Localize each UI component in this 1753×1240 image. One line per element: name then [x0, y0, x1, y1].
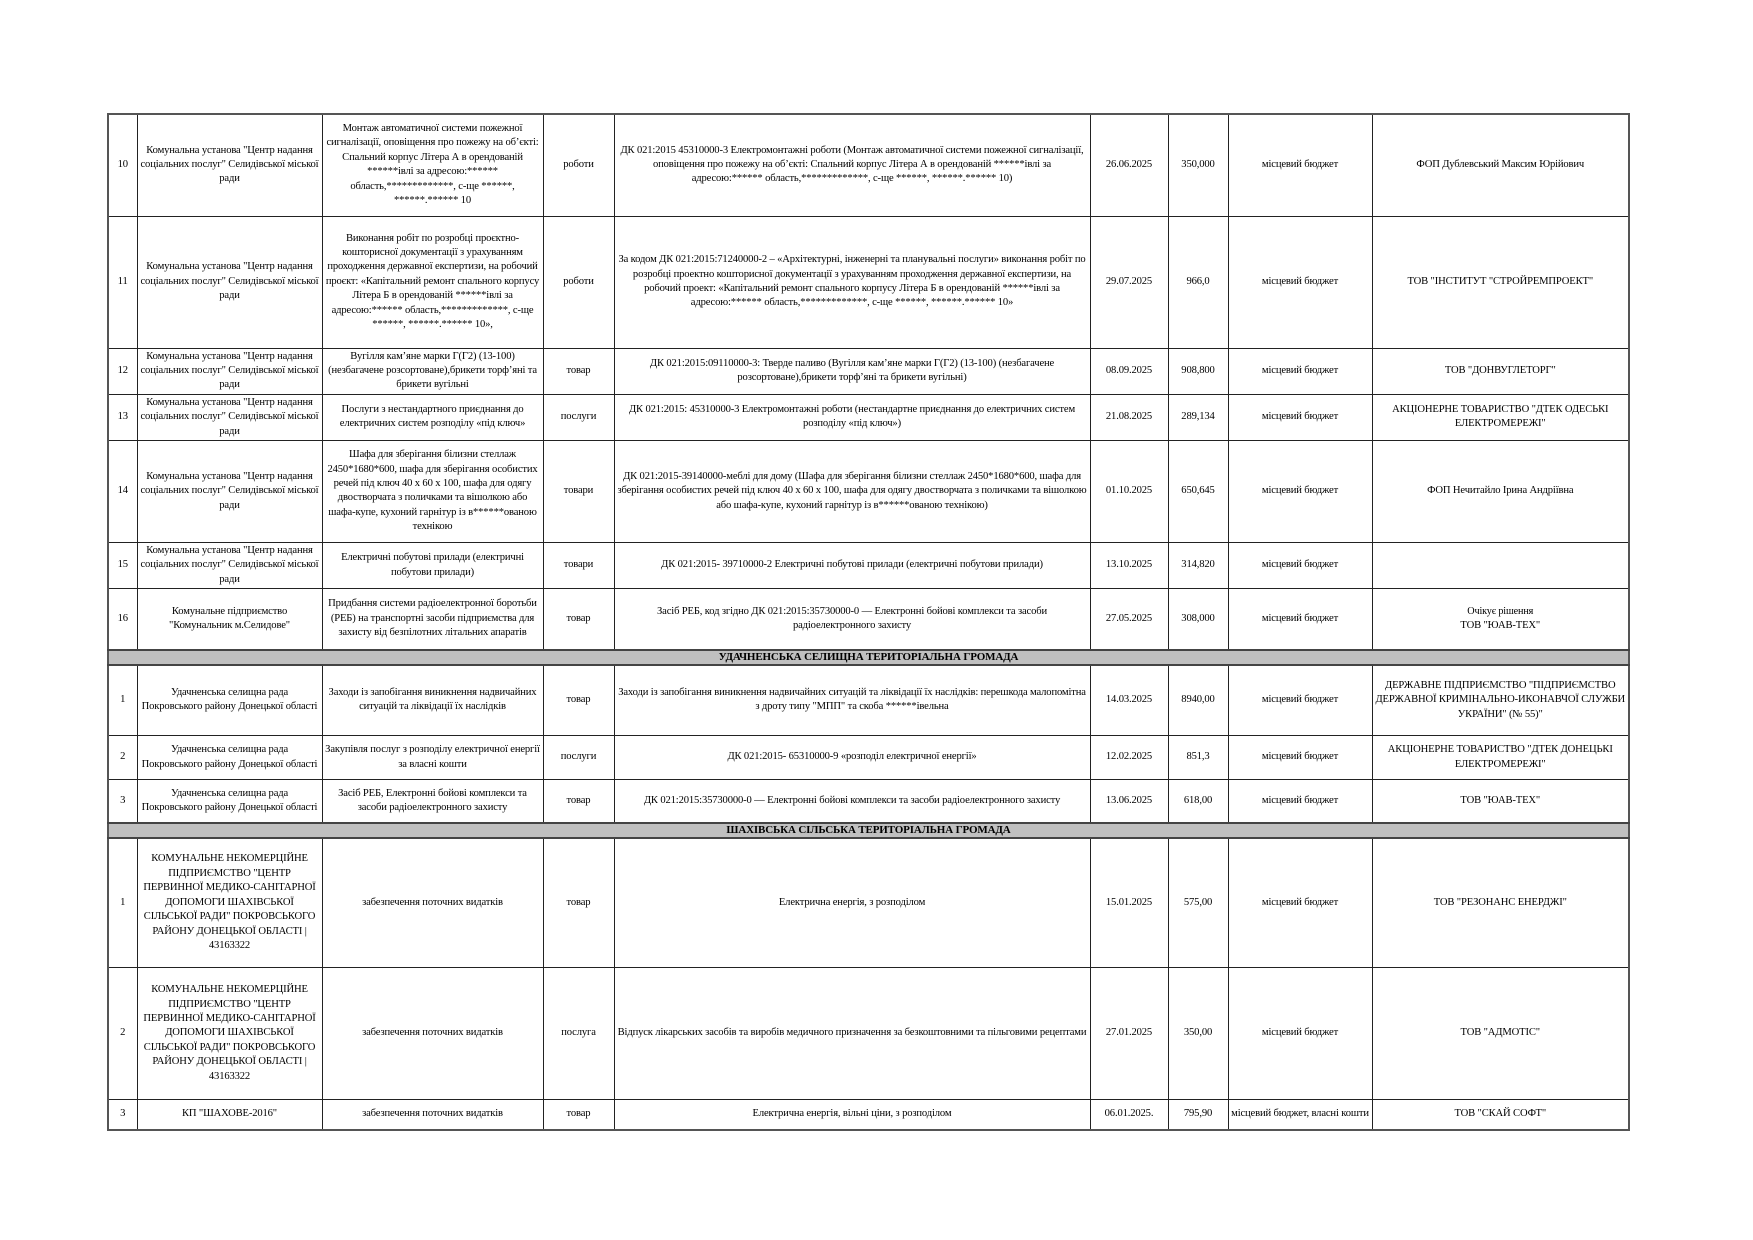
row-number: 1 — [108, 838, 137, 968]
procurement-subject: Монтаж автоматичної системи пожежної сигналізації, оповіщення про пожежу на об’єкті: Спальний корпус Літера А в орендованій ******івлі за адресою:****** область,*************, с-ще ******, ******.****** 10 — [322, 114, 543, 216]
supplier: ФОП Дублевський Максим Юрійович — [1372, 114, 1629, 216]
procurement-subject: Шафа для зберігання білизни стеллаж 2450*1680*600, шафа для зберігання особистих речей під ключ 40 х 60 х 100, шафа для одягу двостворчата з поличками та вішолкою або шафа-купе, кухоний гарнітур із в******ованою технікою — [322, 440, 543, 542]
dk-code-description: ДК 021:2015: 45310000-3 Електромонтажні роботи (нестандартне приєднання до електричних систем розподілу «під ключ») — [614, 394, 1090, 440]
supplier: ДЕРЖАВНЕ ПІДПРИЄМСТВО "ПІДПРИЄМСТВО ДЕРЖАВНОЇ КРИМІНАЛЬНО-ИКОНАВЧОЇ СЛУЖБИ УКРАЇНИ" (№ 55)" — [1372, 665, 1629, 736]
customer-org: Комунальна установа "Центр надання соціальних послуг" Селидівської міської ради — [137, 216, 322, 348]
dk-code-description: Відпуск лікарських засобів та виробів медичного призначення за безкоштовними та пільговими рецептами — [614, 968, 1090, 1100]
contract-date: 06.01.2025. — [1090, 1100, 1168, 1130]
procurement-type: роботи — [543, 216, 614, 348]
table-row — [108, 1100, 1629, 1130]
contract-amount: 618,00 — [1168, 780, 1228, 823]
contract-date: 13.10.2025 — [1090, 542, 1168, 588]
funding-source: місцевий бюджет — [1228, 542, 1372, 588]
procurement-subject: забезпечення поточних видатків — [322, 968, 543, 1100]
dk-code-description: Засіб РЕБ, код згідно ДК 021:2015:35730000-0 — Електронні бойові комплекси та засоби радіоелектронного захисту — [614, 589, 1090, 650]
contract-amount: 650,645 — [1168, 440, 1228, 542]
funding-source: місцевий бюджет — [1228, 589, 1372, 650]
contract-date: 01.10.2025 — [1090, 440, 1168, 542]
supplier: ТОВ "СКАЙ СОФТ" — [1372, 1100, 1629, 1130]
contract-date: 29.07.2025 — [1090, 216, 1168, 348]
customer-org: Комунальна установа "Центр надання соціальних послуг" Селидівської міської ради — [137, 440, 322, 542]
procurement-type: послуги — [543, 394, 614, 440]
table-row — [108, 780, 1629, 823]
customer-org: Комунальне підприємство "Комунальник м.Селидове" — [137, 589, 322, 650]
funding-source: місцевий бюджет — [1228, 665, 1372, 736]
procurement-subject: Послуги з нестандартного приєднання до електричних систем розподілу «під ключ» — [322, 394, 543, 440]
supplier: ТОВ "ДОНВУГЛЕТОРГ" — [1372, 348, 1629, 394]
dk-code-description: Електрична енергія, з розподілом — [614, 838, 1090, 968]
contract-amount: 350,000 — [1168, 114, 1228, 216]
dk-code-description: ДК 021:2015:35730000-0 — Електронні бойові комплекси та засоби радіоелектронного захисту — [614, 780, 1090, 823]
dk-code-description: ДК 021:2015:09110000-3: Тверде паливо (Вугілля кам’яне марки Г(Г2) (13-100) (незбагачене розсортоване),брикети торф’яні та брикети вугільні) — [614, 348, 1090, 394]
funding-source: місцевий бюджет — [1228, 838, 1372, 968]
procurement-type: товари — [543, 440, 614, 542]
contract-date: 08.09.2025 — [1090, 348, 1168, 394]
contract-amount: 308,000 — [1168, 589, 1228, 650]
table-row — [108, 114, 1629, 216]
contract-amount: 575,00 — [1168, 838, 1228, 968]
procurement-type: товар — [543, 780, 614, 823]
contract-amount: 314,820 — [1168, 542, 1228, 588]
contract-date: 13.06.2025 — [1090, 780, 1168, 823]
procurement-subject: Вугілля кам’яне марки Г(Г2) (13-100) (незбагачене розсортоване),брикети торф’яні та брикети вугільні — [322, 348, 543, 394]
procurement-type: товар — [543, 1100, 614, 1130]
row-number: 2 — [108, 968, 137, 1100]
procurement-type: послуги — [543, 736, 614, 780]
row-number: 3 — [108, 1100, 137, 1130]
dk-code-description: Електрична енергія, вільні ціни, з розподілом — [614, 1100, 1090, 1130]
supplier — [1372, 542, 1629, 588]
table-row — [108, 736, 1629, 780]
procurement-subject: Закупівля послуг з розподілу електричної енергії за власні кошти — [322, 736, 543, 780]
funding-source: місцевий бюджет — [1228, 440, 1372, 542]
supplier: ТОВ "АДМОТІС" — [1372, 968, 1629, 1100]
customer-org: Удачненська селищна рада Покровського району Донецької області — [137, 780, 322, 823]
procurement-type: товар — [543, 665, 614, 736]
section-header-row — [108, 650, 1629, 665]
contract-amount: 966,0 — [1168, 216, 1228, 348]
procurement-type: товари — [543, 542, 614, 588]
row-number: 10 — [108, 114, 137, 216]
procurement-subject: забезпечення поточних видатків — [322, 1100, 543, 1130]
contract-date: 27.01.2025 — [1090, 968, 1168, 1100]
supplier: ФОП Нечитайло Ірина Андріївна — [1372, 440, 1629, 542]
supplier-name: ТОВ "ЮАВ-ТЕХ" — [1460, 619, 1541, 631]
customer-org: КОМУНАЛЬНЕ НЕКОМЕРЦІЙНЕ ПІДПРИЄМСТВО "ЦЕНТР ПЕРВИННОЇ МЕДИКО-САНІТАРНОЇ ДОПОМОГИ ШАХІВСЬКОЇ СІЛЬСЬКОЇ РАДИ" ПОКРОВСЬКОГО РАЙОНУ ДОНЕЦЬКОЇ ОБЛАСТІ | 43163322 — [137, 968, 322, 1100]
supplier: АКЦІОНЕРНЕ ТОВАРИСТВО "ДТЕК ОДЕСЬКІ ЕЛЕКТРОМЕРЕЖІ" — [1372, 394, 1629, 440]
dk-code-description: ДК 021:2015- 65310000-9 «розподіл електричної енергії» — [614, 736, 1090, 780]
row-number: 1 — [108, 665, 137, 736]
table-row — [108, 968, 1629, 1100]
contract-amount: 8940,00 — [1168, 665, 1228, 736]
contract-date: 27.05.2025 — [1090, 589, 1168, 650]
dk-code-description: ДК 021:2015-39140000-меблі для дому (Шафа для зберігання білизни стеллаж 2450*1680*600, шафа для зберігання особистих речей під ключ 40 х 60 х 100, шафа для одягу двостворчата з поличками та вішолкою або шафа-купе, кухоний гарнітур із в******ованою технікою) — [614, 440, 1090, 542]
funding-source: місцевий бюджет — [1228, 736, 1372, 780]
row-number: 2 — [108, 736, 137, 780]
contract-date: 15.01.2025 — [1090, 838, 1168, 968]
procurement-type: товар — [543, 589, 614, 650]
row-number: 12 — [108, 348, 137, 394]
contract-date: 21.08.2025 — [1090, 394, 1168, 440]
funding-source: місцевий бюджет — [1228, 348, 1372, 394]
section-title-shakhove: ШАХІВСЬКА СІЛЬСЬКА ТЕРИТОРІАЛЬНА ГРОМАДА — [108, 823, 1629, 838]
dk-code-description: ДК 021:2015- 39710000-2 Електричні побутові прилади (електричні побутови прилади) — [614, 542, 1090, 588]
contract-amount: 289,134 — [1168, 394, 1228, 440]
row-number: 15 — [108, 542, 137, 588]
contract-amount: 908,800 — [1168, 348, 1228, 394]
contract-amount: 795,90 — [1168, 1100, 1228, 1130]
customer-org: Комунальна установа "Центр надання соціальних послуг" Селидівської міської ради — [137, 114, 322, 216]
customer-org: Комунальна установа "Центр надання соціальних послуг" Селидівської міської ради — [137, 394, 322, 440]
supplier: ТОВ "ІНСТИТУТ "СТРОЙРЕМПРОЕКТ" — [1372, 216, 1629, 348]
contract-date: 26.06.2025 — [1090, 114, 1168, 216]
procurement-type: товар — [543, 838, 614, 968]
row-number: 3 — [108, 780, 137, 823]
table-row — [108, 838, 1629, 968]
row-number: 14 — [108, 440, 137, 542]
procurement-type: товар — [543, 348, 614, 394]
customer-org: КОМУНАЛЬНЕ НЕКОМЕРЦІЙНЕ ПІДПРИЄМСТВО "ЦЕНТР ПЕРВИННОЇ МЕДИКО-САНІТАРНОЇ ДОПОМОГИ ШАХІВСЬКОЇ СІЛЬСЬКОЇ РАДИ" ПОКРОВСЬКОГО РАЙОНУ ДОНЕЦЬКОЇ ОБЛАСТІ | 43163322 — [137, 838, 322, 968]
funding-source: місцевий бюджет — [1228, 216, 1372, 348]
customer-org: Комунальна установа "Центр надання соціальних послуг" Селидівської міської ради — [137, 542, 322, 588]
table-row — [108, 394, 1629, 440]
dk-code-description: Заходи із запобігання виникнення надвичайних ситуацій та ліквідації їх наслідків: перешкода малопомітна з дроту типу "МПП" та скоба ******івельна — [614, 665, 1090, 736]
funding-source: місцевий бюджет — [1228, 394, 1372, 440]
procurement-type: роботи — [543, 114, 614, 216]
contract-date: 12.02.2025 — [1090, 736, 1168, 780]
supplier: АКЦІОНЕРНЕ ТОВАРИСТВО "ДТЕК ДОНЕЦЬКІ ЕЛЕКТРОМЕРЕЖІ" — [1372, 736, 1629, 780]
row-number: 11 — [108, 216, 137, 348]
procurement-subject: Придбання системи радіоелектронної боротьби (РЕБ) на транспортні засоби підприємства для захисту від безпілотних літальних апаратів — [322, 589, 543, 650]
customer-org: Комунальна установа "Центр надання соціальних послуг" Селидівської міської ради — [137, 348, 322, 394]
section-title-udachne: УДАЧНЕНСЬКА СЕЛИЩНА ТЕРИТОРІАЛЬНА ГРОМАДА — [108, 650, 1629, 665]
supplier: ТОВ "РЕЗОНАНС ЕНЕРДЖІ" — [1372, 838, 1629, 968]
procurement-table — [107, 113, 1630, 1131]
contract-amount: 350,00 — [1168, 968, 1228, 1100]
contract-amount: 851,3 — [1168, 736, 1228, 780]
procurement-subject: Виконання робіт по розробці проєктно-кошторисної документації з урахуванням проходження державної експертизи, на робочий проєкт: «Капітальний ремонт спального корпусу Літера Б в орендованій ******івлі за адресою:****** область,*************, с-ще ******, ******.****** 10», — [322, 216, 543, 348]
procurement-subject: забезпечення поточних видатків — [322, 838, 543, 968]
procurement-subject: Засіб РЕБ, Електронні бойові комплекси та засоби радіоелектронного захисту — [322, 780, 543, 823]
procurement-subject: Заходи із запобігання виникнення надвичайних ситуацій та ліквідації їх наслідків — [322, 665, 543, 736]
dk-code-description: За кодом ДК 021:2015:71240000-2 – «Архітектурні, інженерні та планувальні послуги» виконання робіт по розробці проектно кошторисної документації з урахуванням проходження державної експертизи, на робочий проект: «Капітальний ремонт спального корпусу Літера Б в орендованій ******івлі за адресою:****** область,*************, с-ще ******, ******.****** 10» — [614, 216, 1090, 348]
supplier-status-note: Очікує рішення — [1467, 605, 1534, 617]
procurement-type: послуга — [543, 968, 614, 1100]
table-row — [108, 589, 1629, 650]
row-number: 16 — [108, 589, 137, 650]
table-row — [108, 348, 1629, 394]
table-row — [108, 665, 1629, 736]
dk-code-description: ДК 021:2015 45310000-3 Електромонтажні роботи (Монтаж автоматичної системи пожежної сигналізації, оповіщення про пожежу на об’єкті: Спальний корпус Літера А в орендованій ******івлі за адресою:****** область,*************, с-ще ******, ******.****** 10) — [614, 114, 1090, 216]
table-row — [108, 440, 1629, 542]
row-number: 13 — [108, 394, 137, 440]
supplier — [1372, 589, 1629, 650]
funding-source: місцевий бюджет — [1228, 968, 1372, 1100]
table-row — [108, 542, 1629, 588]
table-row — [108, 216, 1629, 348]
funding-source: місцевий бюджет — [1228, 780, 1372, 823]
funding-source: місцевий бюджет — [1228, 114, 1372, 216]
customer-org: Удачненська селищна рада Покровського району Донецької області — [137, 736, 322, 780]
procurement-subject: Електричні побутові прилади (електричні побутови прилади) — [322, 542, 543, 588]
supplier: ТОВ "ЮАВ-ТЕХ" — [1372, 780, 1629, 823]
section-header-row — [108, 823, 1629, 838]
contract-date: 14.03.2025 — [1090, 665, 1168, 736]
funding-source: місцевий бюджет, власні кошти — [1228, 1100, 1372, 1130]
customer-org: КП "ШАХОВЕ-2016" — [137, 1100, 322, 1130]
customer-org: Удачненська селищна рада Покровського району Донецької області — [137, 665, 322, 736]
